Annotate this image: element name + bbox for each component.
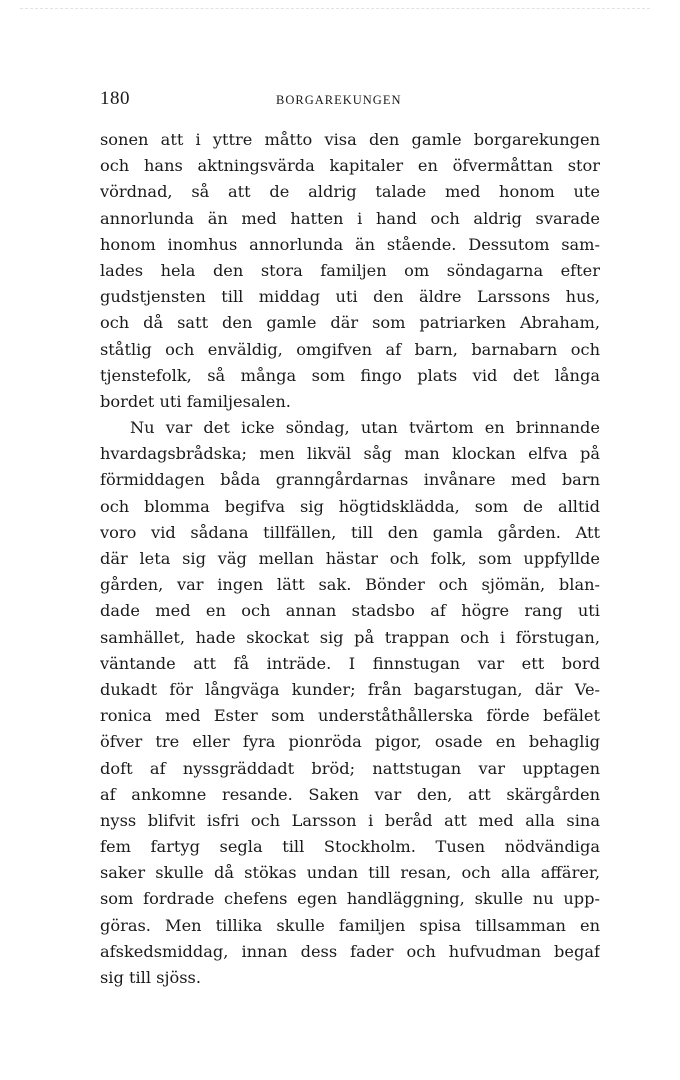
- text-line: vördnad, så att de aldrig talade med honom ute: [100, 182, 600, 202]
- text-line: voro vid sådana tillfällen, till den gamla gården. Att: [100, 522, 600, 542]
- text-line: sonen att i yttre måtto visa den gamle borgarekungen: [100, 130, 600, 149]
- text-line: och blomma begifva sig högtidsklädda, som de alltid: [100, 496, 600, 516]
- text-line: förmiddagen båda granngårdarnas invånare med barn: [100, 470, 600, 490]
- text-line: ståtlig och enväldig, omgifven af barn, barnabarn och: [100, 339, 600, 359]
- text-line: väntande att få inträde. I finnstugan var ett bord: [100, 653, 600, 673]
- text-line: dukadt för långväga kunder; från bagarstugan, där Ve-: [100, 679, 600, 699]
- text-line: Nu var det icke söndag, utan tvärtom en brinnande: [130, 418, 600, 438]
- text-line: hvardagsbrådska; men likväl såg man klockan elfva på: [100, 444, 600, 464]
- text-line: där leta sig väg mellan hästar och folk, som uppfyllde: [100, 549, 600, 568]
- text-line: fem fartyg segla till Stockholm. Tusen nödvändiga: [100, 837, 600, 857]
- text-line: dade med en och annan stadsbo af högre rang uti: [100, 601, 600, 621]
- text-line: samhället, hade skockat sig på trappan och i förstugan,: [100, 627, 600, 647]
- text-line: öfver tre eller fyra pionröda pigor, osade en behaglig: [100, 732, 600, 752]
- body-text: [100, 127, 600, 991]
- text-line: göras. Men tillika skulle familjen spisa tillsamman en: [100, 915, 600, 935]
- text-line: nyss blifvit isfri och Larsson i beråd att med alla sina: [100, 810, 600, 830]
- text-line: gudstjensten till middag uti den äldre Larssons hus,: [100, 287, 600, 307]
- text-line: och då satt den gamle där som patriarken Abraham,: [100, 313, 600, 333]
- text-line: bordet uti familjesalen.: [100, 391, 291, 411]
- text-line: tjenstefolk, så många som fingo plats vid det långa: [100, 365, 600, 385]
- text-line: lades hela den stora familjen om söndagarna efter: [100, 260, 600, 280]
- scan-edge-noise: [20, 8, 650, 10]
- text-line: af ankomne resande. Saken var den, att skärgården: [100, 784, 600, 804]
- running-head: BORGAREKUNGEN: [276, 93, 402, 107]
- text-line: gården, var ingen lätt sak. Bönder och sjömän, blan-: [100, 575, 600, 595]
- page-number: 180: [100, 88, 130, 109]
- text-line: annorlunda än med hatten i hand och aldrig svarade: [100, 208, 600, 228]
- page-header: [100, 88, 600, 114]
- text-line: sig till sjöss.: [100, 968, 202, 987]
- text-line: afskedsmiddag, innan dess fader och hufvudman begaf: [100, 941, 600, 961]
- text-line: och hans aktningsvärda kapitaler en öfvermåttan stor: [100, 156, 600, 176]
- text-line: som fordrade chefens egen handläggning, skulle nu upp-: [100, 889, 600, 909]
- text-line: saker skulle då stökas undan till resan, och alla affärer,: [100, 863, 600, 883]
- text-line: ronica med Ester som underståthållerska förde befälet: [100, 706, 600, 726]
- text-line: honom inomhus annorlunda än stående. Dessutom sam-: [100, 234, 600, 254]
- text-line: doft af nyssgräddadt bröd; nattstugan var upptagen: [100, 758, 600, 778]
